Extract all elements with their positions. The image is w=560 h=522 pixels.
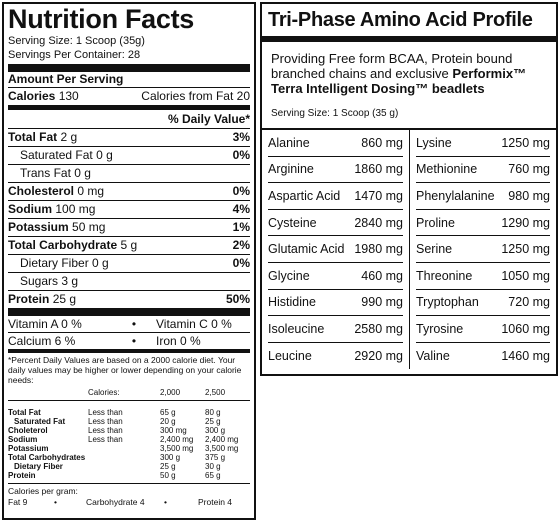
amino-acid-row bbox=[268, 210, 403, 237]
amino-acid-value: 1050 mg bbox=[501, 268, 550, 283]
amino-acid-value: 760 mg bbox=[508, 162, 550, 177]
nutrient-amount: 5 g bbox=[120, 238, 138, 252]
nutrient-row bbox=[8, 182, 250, 200]
reference-label: Dietary Fiber bbox=[14, 462, 63, 471]
nutrient-label: Total Fat bbox=[8, 130, 58, 144]
reference-2000: 25 g bbox=[160, 462, 176, 471]
amino-acid-name: Serine bbox=[416, 242, 453, 257]
nutrient-label: Dietary Fiber bbox=[20, 256, 89, 270]
nutrient-name-amount bbox=[8, 237, 137, 254]
amino-acid-name: Alanine bbox=[268, 135, 310, 150]
reference-row bbox=[8, 444, 238, 453]
amino-acid-value: 2920 mg bbox=[354, 349, 403, 364]
reference-condition: Less than bbox=[88, 417, 123, 426]
reference-2000: 20 g bbox=[160, 417, 176, 426]
amino-acid-row bbox=[268, 183, 403, 210]
nutrition-title: Nutrition Facts bbox=[8, 4, 195, 34]
amino-acid-name: Arginine bbox=[268, 162, 314, 177]
amino-acid-name: Aspartic Acid bbox=[268, 188, 341, 203]
amino-acid-name: Glycine bbox=[268, 268, 310, 283]
reference-condition: Less than bbox=[88, 426, 123, 435]
reference-row bbox=[8, 435, 238, 444]
reference-2500: 65 g bbox=[205, 471, 221, 480]
amino-acid-value: 720 mg bbox=[508, 295, 550, 310]
reference-row bbox=[8, 453, 238, 462]
calories-row bbox=[8, 87, 250, 105]
nutrient-row bbox=[8, 146, 250, 164]
amino-acid-row bbox=[416, 236, 550, 263]
amino-acid-value: 1250 mg bbox=[501, 242, 550, 257]
nutrient-name-amount bbox=[8, 291, 76, 308]
amino-acid-panel bbox=[260, 2, 558, 376]
nutrient-amount: 50 mg bbox=[72, 220, 106, 234]
vitamin-rows bbox=[8, 316, 250, 349]
amino-acid-row bbox=[416, 343, 550, 370]
amino-acid-value: 460 mg bbox=[361, 268, 403, 283]
nutrient-row bbox=[8, 200, 250, 218]
nutrient-daily-value: 0% bbox=[232, 148, 250, 162]
reference-label: Protein bbox=[8, 471, 36, 480]
amino-acid-row bbox=[268, 290, 403, 317]
nutrient-amount: 0 g bbox=[96, 148, 113, 162]
amino-acid-row bbox=[416, 157, 550, 184]
amino-acid-row bbox=[416, 183, 550, 210]
amino-acid-name: Valine bbox=[416, 349, 450, 364]
reference-2500: 3,500 mg bbox=[205, 444, 239, 453]
footnote: *Percent Daily Values are based on a 2000 calorie diet. Your daily values may be higher or lower depending on your calorie needs: bbox=[8, 355, 242, 385]
amino-acid-name: Isoleucine bbox=[268, 321, 325, 336]
vitamin-right: Vitamin C 0 % bbox=[156, 317, 232, 331]
amino-acid-value: 1290 mg bbox=[501, 215, 550, 230]
nutrient-name-amount bbox=[8, 273, 78, 290]
ref-header-label: Calories: bbox=[88, 388, 120, 397]
reference-2500: 80 g bbox=[205, 408, 221, 417]
nutrient-amount: 2 g bbox=[60, 130, 78, 144]
reference-label: Total Fat bbox=[8, 408, 41, 417]
amino-acid-value: 1470 mg bbox=[354, 188, 403, 203]
reference-condition: Less than bbox=[88, 408, 123, 417]
amino-acid-name: Phenylalanine bbox=[416, 188, 495, 203]
amino-acid-row bbox=[416, 316, 550, 343]
nutrient-row bbox=[8, 164, 250, 182]
nutrient-amount: 25 g bbox=[52, 292, 77, 306]
amino-title: Tri-Phase Amino Acid Profile bbox=[262, 4, 556, 42]
amino-acid-value: 860 mg bbox=[361, 135, 403, 150]
calories-per-gram-item: Protein 4 bbox=[198, 497, 233, 507]
bullet: • bbox=[131, 317, 137, 331]
ref-header-2000: 2,000 bbox=[160, 388, 181, 397]
divider-thick bbox=[8, 64, 250, 72]
amino-acid-name: Proline bbox=[416, 215, 455, 230]
bullet: • bbox=[131, 334, 137, 348]
reference-2000: 3,500 mg bbox=[160, 444, 194, 453]
vitamin-left: Calcium 6 % bbox=[8, 334, 76, 348]
reference-row bbox=[8, 417, 238, 426]
amino-description bbox=[262, 42, 556, 96]
vitamin-row bbox=[8, 332, 250, 349]
reference-row bbox=[8, 471, 238, 480]
amino-acid-row bbox=[416, 290, 550, 317]
nutrient-daily-value: 0% bbox=[232, 256, 250, 270]
nutrient-name-amount bbox=[8, 201, 95, 218]
reference-label: Total Carbohydrates bbox=[8, 453, 86, 462]
nutrient-amount: 100 mg bbox=[55, 202, 96, 216]
servings-per-container: Servings Per Container: 28 bbox=[8, 49, 141, 61]
vitamin-right: Iron 0 % bbox=[156, 334, 201, 348]
nutrient-row bbox=[8, 254, 250, 272]
amino-column-right bbox=[409, 130, 556, 369]
reference-condition bbox=[88, 453, 160, 462]
reference-row bbox=[8, 408, 238, 417]
reference-condition bbox=[88, 462, 160, 471]
reference-label: Potassium bbox=[8, 444, 49, 453]
calories-per-gram-item: Fat 9 bbox=[8, 497, 28, 507]
reference-row bbox=[8, 462, 238, 471]
nutrient-name-amount bbox=[8, 165, 91, 182]
reference-2000: 300 g bbox=[160, 453, 181, 462]
nutrient-name-amount bbox=[8, 129, 77, 146]
nutrition-facts-panel bbox=[2, 2, 256, 520]
amino-acid-row bbox=[268, 343, 403, 370]
nutrient-label: Sugars bbox=[20, 274, 59, 288]
amino-acid-name: Tryptophan bbox=[416, 295, 479, 310]
amino-acid-name: Cysteine bbox=[268, 215, 317, 230]
amino-serving-size: Serving Size: 1 Scoop (35 g) bbox=[271, 108, 399, 119]
daily-value-header: % Daily Value* bbox=[8, 109, 250, 128]
calories-per-gram-item: Carbohydrate 4 bbox=[86, 497, 145, 507]
reference-2500: 30 g bbox=[205, 462, 221, 471]
nutrient-label: Total Carbohydrate bbox=[8, 238, 118, 252]
reference-label: Saturated Fat bbox=[14, 417, 66, 426]
reference-condition bbox=[88, 444, 160, 453]
divider-thick bbox=[8, 308, 250, 316]
amino-acid-row bbox=[268, 236, 403, 263]
amino-description-brand: Performix™ Terra Intelligent Dosing™ beadlets bbox=[271, 66, 527, 96]
nutrient-row bbox=[8, 218, 250, 236]
reference-2500: 2,400 mg bbox=[205, 435, 239, 444]
nutrient-label: Trans Fat bbox=[20, 166, 71, 180]
nutrient-label: Potassium bbox=[8, 220, 69, 234]
serving-size: Serving Size: 1 Scoop (35g) bbox=[8, 35, 145, 47]
reference-label: Choleterol bbox=[8, 426, 48, 435]
amino-acid-name: Leucine bbox=[268, 349, 312, 364]
amino-acid-value: 1980 mg bbox=[354, 242, 403, 257]
reference-2500: 300 g bbox=[205, 426, 226, 435]
nutrient-name-amount bbox=[8, 255, 109, 272]
bullet: • bbox=[164, 497, 167, 507]
amino-acid-name: Histidine bbox=[268, 295, 316, 310]
nutrient-amount: 0 g bbox=[92, 256, 109, 270]
amino-acid-value: 1460 mg bbox=[501, 349, 550, 364]
amino-acid-row bbox=[268, 263, 403, 290]
amount-per-serving: Amount Per Serving bbox=[8, 72, 124, 86]
nutrient-daily-value: 50% bbox=[225, 292, 250, 306]
amino-acid-row bbox=[416, 263, 550, 290]
amino-acid-name: Glutamic Acid bbox=[268, 242, 345, 257]
reference-values bbox=[8, 408, 238, 480]
amino-acid-value: 1250 mg bbox=[501, 135, 550, 150]
reference-2000: 300 mg bbox=[160, 426, 187, 435]
amino-acid-row bbox=[268, 130, 403, 157]
amino-acid-row bbox=[416, 210, 550, 237]
calories-from-fat: Calories from Fat 20 bbox=[141, 89, 250, 103]
reference-header bbox=[8, 388, 225, 397]
reference-2000: 2,400 mg bbox=[160, 435, 194, 444]
nutrient-name-amount bbox=[8, 183, 104, 200]
nutrient-amount: 0 g bbox=[74, 166, 91, 180]
reference-row bbox=[8, 426, 238, 435]
amino-acid-name: Lysine bbox=[416, 135, 452, 150]
nutrient-label: Saturated Fat bbox=[20, 148, 93, 162]
ref-header-2500: 2,500 bbox=[205, 388, 226, 397]
nutrient-amount: 0 mg bbox=[77, 184, 105, 198]
reference-2500: 25 g bbox=[205, 417, 221, 426]
reference-2500: 375 g bbox=[205, 453, 226, 462]
nutrient-daily-value: 0% bbox=[232, 184, 250, 198]
amino-description-text: Providing Free form BCAA, Protein bound branched chains and exclusive bbox=[271, 51, 513, 81]
nutrient-label: Sodium bbox=[8, 202, 52, 216]
amino-column-left bbox=[262, 130, 409, 369]
calories-value: 130 bbox=[58, 89, 79, 103]
nutrient-label: Protein bbox=[8, 292, 50, 306]
amino-acid-value: 980 mg bbox=[508, 188, 550, 203]
amino-acid-value: 1860 mg bbox=[354, 162, 403, 177]
nutrient-name-amount bbox=[8, 147, 113, 164]
vitamin-left: Vitamin A 0 % bbox=[8, 317, 82, 331]
amino-acid-name: Methionine bbox=[416, 162, 478, 177]
nutrient-daily-value: 2% bbox=[232, 238, 250, 252]
calories-per-gram: Calories per gram: bbox=[8, 486, 78, 496]
reference-condition bbox=[88, 471, 160, 480]
amino-table bbox=[262, 128, 556, 369]
reference-label: Sodium bbox=[8, 435, 38, 444]
reference-2000: 50 g bbox=[160, 471, 176, 480]
amino-acid-row bbox=[268, 316, 403, 343]
amino-acid-value: 990 mg bbox=[361, 295, 403, 310]
nutrient-amount: 3 g bbox=[61, 274, 79, 288]
nutrient-daily-value: 4% bbox=[232, 202, 250, 216]
vitamin-row bbox=[8, 316, 250, 332]
nutrient-label: Cholesterol bbox=[8, 184, 75, 198]
nutrient-row bbox=[8, 236, 250, 254]
calories-per-gram-values bbox=[8, 497, 250, 508]
reference-table bbox=[8, 388, 225, 397]
nutrient-daily-value: 3% bbox=[232, 130, 250, 144]
nutrient-rows bbox=[8, 128, 250, 308]
nutrient-row bbox=[8, 290, 250, 308]
amino-acid-value: 2840 mg bbox=[354, 215, 403, 230]
nutrient-row bbox=[8, 128, 250, 146]
divider-thin bbox=[8, 400, 250, 401]
amino-acid-row bbox=[416, 130, 550, 157]
amino-acid-value: 2580 mg bbox=[354, 321, 403, 336]
bullet: • bbox=[54, 497, 57, 507]
reference-condition: Less than bbox=[88, 435, 123, 444]
calories-label: Calories bbox=[8, 89, 56, 103]
amino-acid-value: 1060 mg bbox=[501, 321, 550, 336]
reference-2000: 65 g bbox=[160, 408, 176, 417]
amino-acid-row bbox=[268, 157, 403, 184]
amino-acid-name: Threonine bbox=[416, 268, 473, 283]
nutrient-daily-value: 1% bbox=[232, 220, 250, 234]
nutrient-row bbox=[8, 272, 250, 290]
amino-acid-name: Tyrosine bbox=[416, 321, 464, 336]
nutrient-name-amount bbox=[8, 219, 105, 236]
